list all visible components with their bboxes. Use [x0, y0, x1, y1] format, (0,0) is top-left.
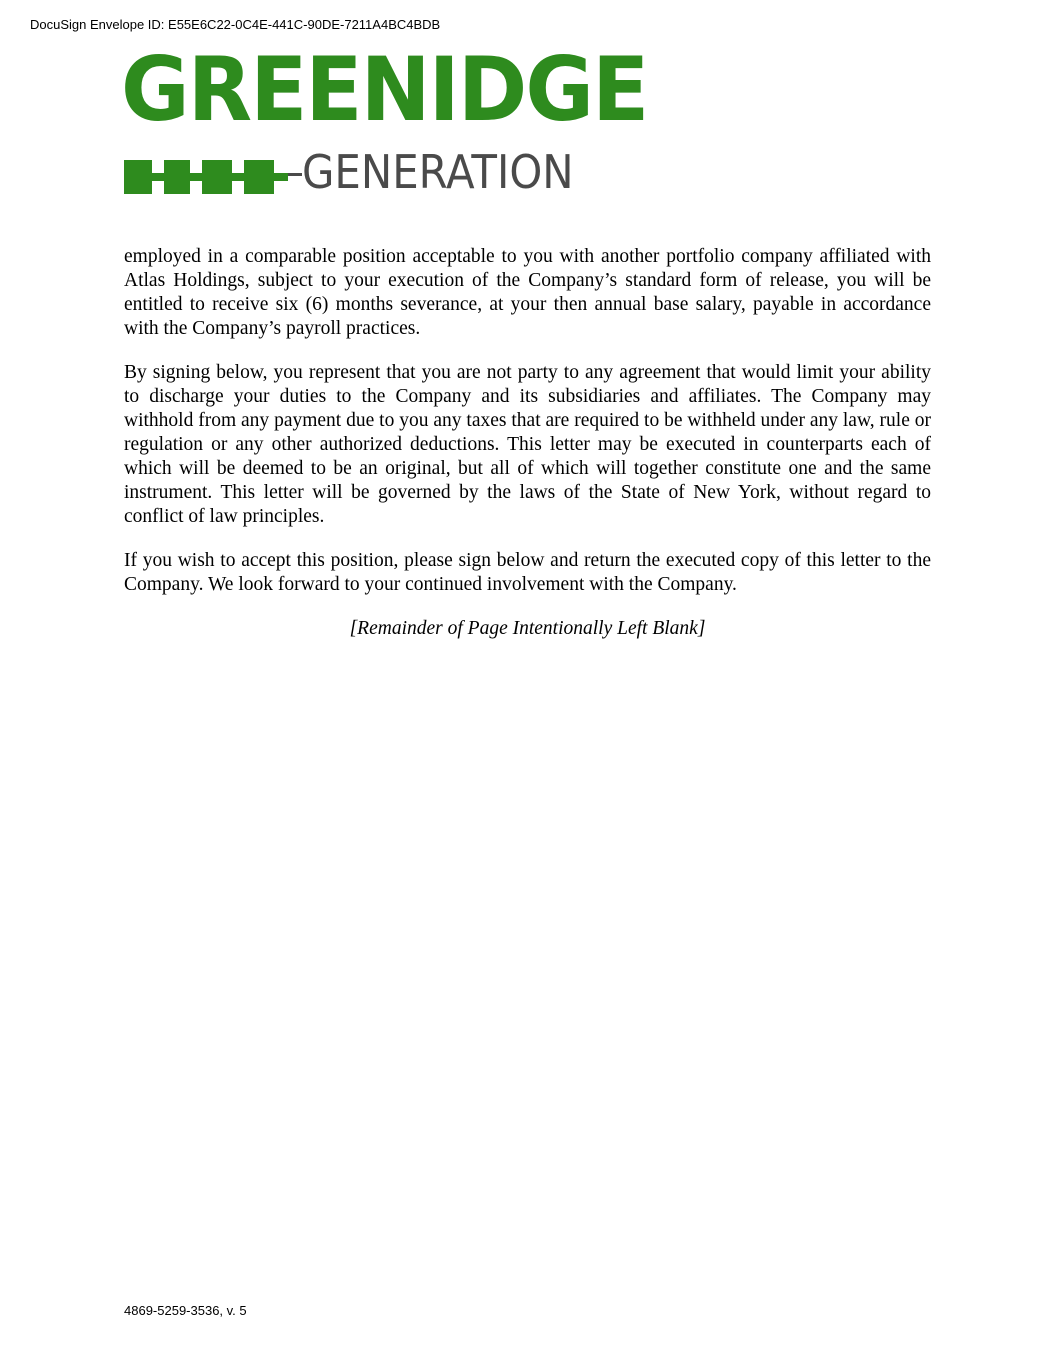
- logo-bar-graphic: [124, 160, 302, 194]
- paragraph-severance: employed in a comparable position acceptable to you with another portfolio company affiliated with Atlas Holdings, subject to your execution of the Company’s standard form of release, you will be entitled to receive six (6) months severance, at your then annual base salary, payable in accordance with the Company’s payroll practices.: [124, 246, 931, 339]
- paragraph-representations: By signing below, you represent that you are not party to any agreement that would limit your ability to discharge your duties to the Company and its subsidiaries and affiliates. The Company may withhold from any payment due to you any taxes that are required to be withheld under any law, rule or regulation or any other authorized deductions. This letter may be executed in counterparts each of which will be deemed to be an original, but all of which will together constitute one and the same instrument. This letter will be governed by the laws of the State of New York, without regard to conflict of law principles.: [124, 362, 931, 527]
- logo-title: GREENIDGE: [121, 38, 648, 141]
- docusign-envelope-id: DocuSign Envelope ID: E55E6C22-0C4E-441C-90DE-7211A4BC4BDB: [30, 17, 441, 32]
- company-logo: [121, 38, 648, 200]
- paragraph-acceptance: If you wish to accept this position, please sign below and return the executed copy of this letter to the Company. We look forward to your continued involvement with the Company.: [124, 550, 931, 595]
- document-id-footer: 4869-5259-3536, v. 5: [124, 1303, 247, 1318]
- logo-subtitle: GENERATION: [302, 145, 574, 199]
- letter-body: [124, 245, 931, 661]
- remainder-note: [Remainder of Page Intentionally Left Blank]: [349, 618, 706, 639]
